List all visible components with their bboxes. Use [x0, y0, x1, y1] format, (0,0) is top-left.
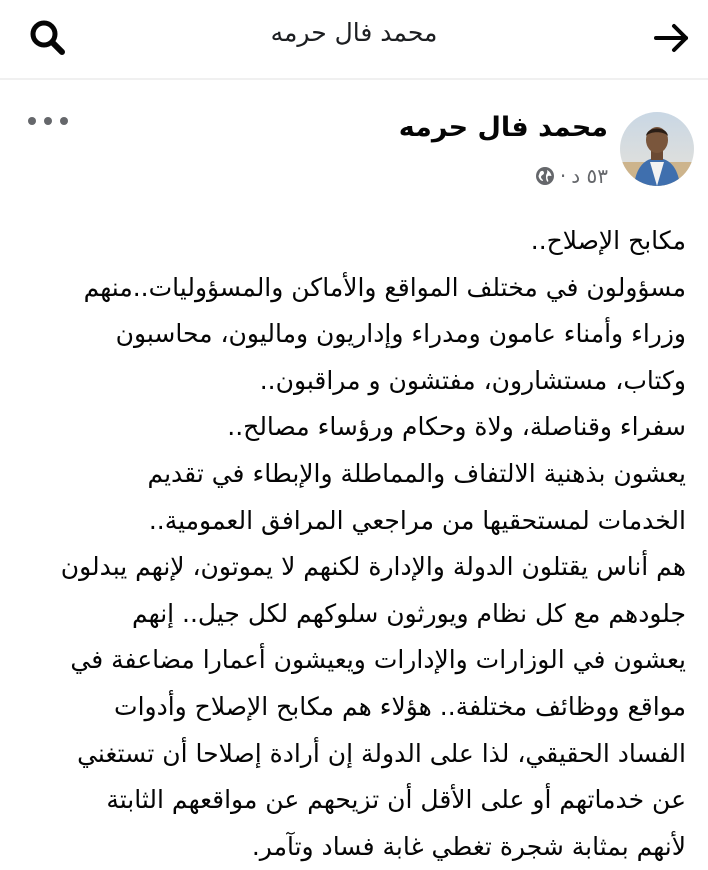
post-line: الفساد الحقيقي، لذا على الدولة إن أرادة إصلاحا أن تستغني	[77, 738, 686, 768]
header-divider	[0, 78, 708, 80]
post-line: مسؤولون في مختلف المواقع والأماكن والمسؤوليات..منهم	[83, 272, 686, 302]
post-line: عن خدماتهم أو على الأقل أن تزيحهم عن مواقعهم الثابتة	[106, 785, 686, 815]
post-line: سفراء وقناصلة، ولاة وحكام ورؤساء مصالح..	[227, 412, 686, 442]
post-text	[26, 218, 686, 870]
page-title: محمد فال حرمه	[270, 18, 438, 47]
post-line: جلودهم مع كل نظام ويورثون سلوكهم لكل جيل.. إنهم	[132, 598, 686, 628]
post-line: هم أناس يقتلون الدولة والإدارة لكنهم لا يموتون، لإنهم يبدلون	[60, 552, 686, 582]
author-name[interactable]: محمد فال حرمه	[398, 112, 608, 143]
globe-icon	[535, 166, 555, 186]
post-line: وكتاب، مستشارون، مفتشون و مراقبون..	[259, 365, 686, 395]
search-icon	[24, 14, 72, 62]
search-button[interactable]	[24, 14, 72, 62]
post-meta	[535, 164, 608, 188]
post-line: الخدمات لمستحقيها من مراجعي المرافق العمومية..	[148, 505, 686, 535]
more-dot	[60, 117, 68, 125]
post-header	[0, 100, 708, 196]
post-line: يعشون في الوزارات والإدارات ويعيشون أعمارا مضاعفة في	[70, 645, 686, 675]
post-line: يعشون بذهنية الالتفاف والمماطلة والإبطاء في تقديم	[147, 458, 686, 488]
more-options-button[interactable]	[28, 108, 68, 134]
arrow-right-icon	[648, 14, 696, 62]
back-button[interactable]	[648, 14, 696, 62]
post-line: مكابح الإصلاح..	[530, 226, 686, 255]
avatar[interactable]	[620, 112, 694, 186]
avatar-photo	[620, 112, 694, 186]
top-bar	[0, 0, 708, 72]
post-line: وزراء وأمناء عامون ومدراء وإداريون وماليون، محاسبون	[115, 319, 686, 349]
post-time[interactable]: ٥٣ د	[571, 164, 608, 188]
meta-separator: ·	[559, 164, 567, 188]
more-dot	[44, 117, 52, 125]
post-line: مواقع ووظائف مختلفة.. هؤلاء هم مكابح الإصلاح وأدوات	[114, 691, 686, 721]
post-line: لأنهم بمثابة شجرة تغطي غابة فساد وتآمر.	[251, 831, 686, 861]
more-horizontal-icon	[28, 117, 36, 125]
